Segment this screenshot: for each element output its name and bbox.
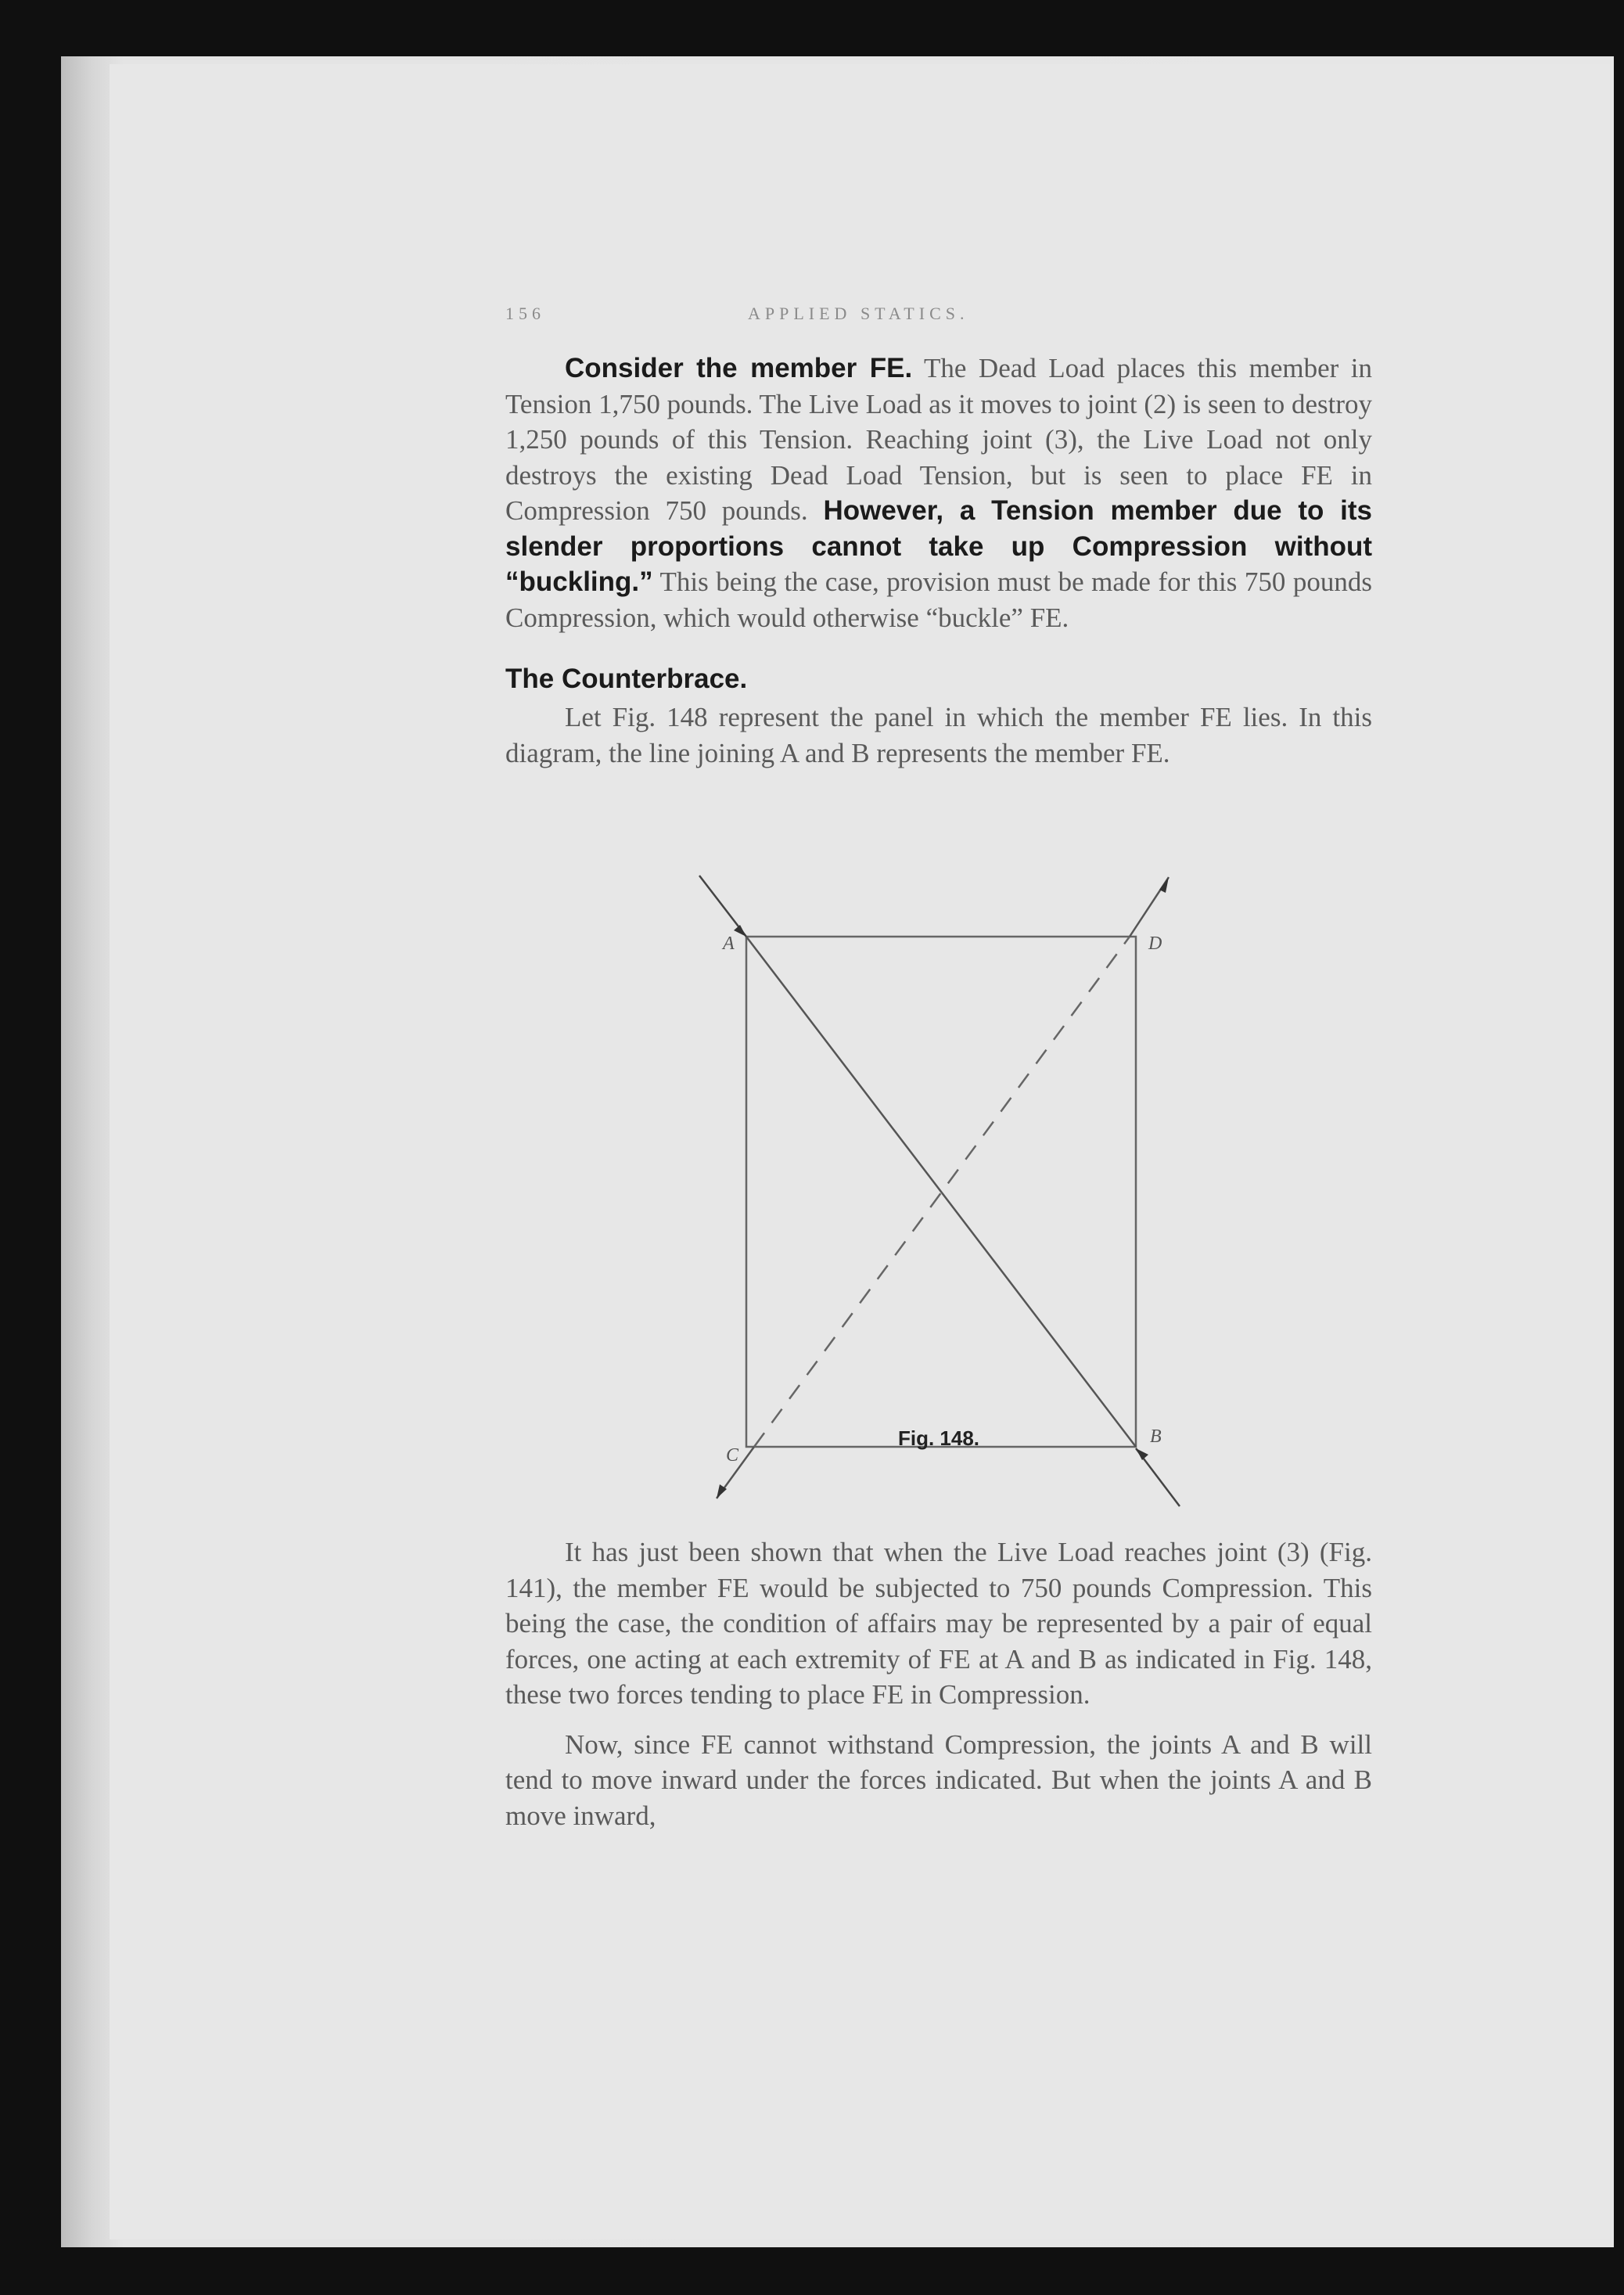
label-a: A xyxy=(723,933,735,954)
paragraph-lead: Consider the member FE. xyxy=(565,353,913,383)
paragraph-joints-inward: Now, since FE cannot withstand Compression, the joints A and B will tend to move inward under the forces indicated. But when the joints A and B move inward, xyxy=(505,1728,1372,1831)
figure-148 xyxy=(505,779,1372,1530)
label-c: C xyxy=(726,1445,739,1466)
page-content xyxy=(505,297,1372,1833)
figure-caption: Fig. 148. xyxy=(897,1426,980,1450)
paragraph-spacer xyxy=(505,1713,1372,1727)
paragraph-text-end: This being the case, provision must be made for this 750 pounds Compression, which would otherwise “buckle” FE. xyxy=(505,567,1372,633)
label-d: D xyxy=(1148,933,1162,954)
page-number: 156 xyxy=(505,304,545,323)
label-b: B xyxy=(1150,1426,1162,1447)
running-head xyxy=(505,297,1372,329)
paragraph-text: The Dead Load places this member in Tension 1,750 pounds. The Live Load as it moves to joint (2) is seen to destroy 1,250 pounds of this Tension. Reaching joint (3), the Live Load not only destroys the existing Dead Load Tension, but is seen to place FE in Compression 750 pounds. xyxy=(505,353,1373,526)
paragraph-consider-member xyxy=(505,351,1372,635)
section-heading: The Counterbrace. xyxy=(505,664,748,694)
paragraph-compression: It has just been shown that when the Live Load reaches joint (3) (Fig. 141), the member FE would be subjected to 750 pounds Compression. This being the case, the condition of affairs may be represented by a pair of equal forces, one acting at each extremity of FE at A and B as indicated in Fig. 148, these two forces tending to place FE in Compression. xyxy=(505,1537,1372,1710)
member-fe-line xyxy=(746,937,1136,1447)
arrow-head-a-icon xyxy=(734,925,746,937)
emphasis-text: However, a Tension member due to its slender proportions cannot take up Compression without “buckling.” xyxy=(505,495,1372,597)
running-title: APPLIED STATICS. xyxy=(748,304,969,323)
paragraph-fig-intro: Let Fig. 148 represent the panel in which the member FE lies. In this diagram, the line joining A and B represents the member FE. xyxy=(505,702,1372,768)
